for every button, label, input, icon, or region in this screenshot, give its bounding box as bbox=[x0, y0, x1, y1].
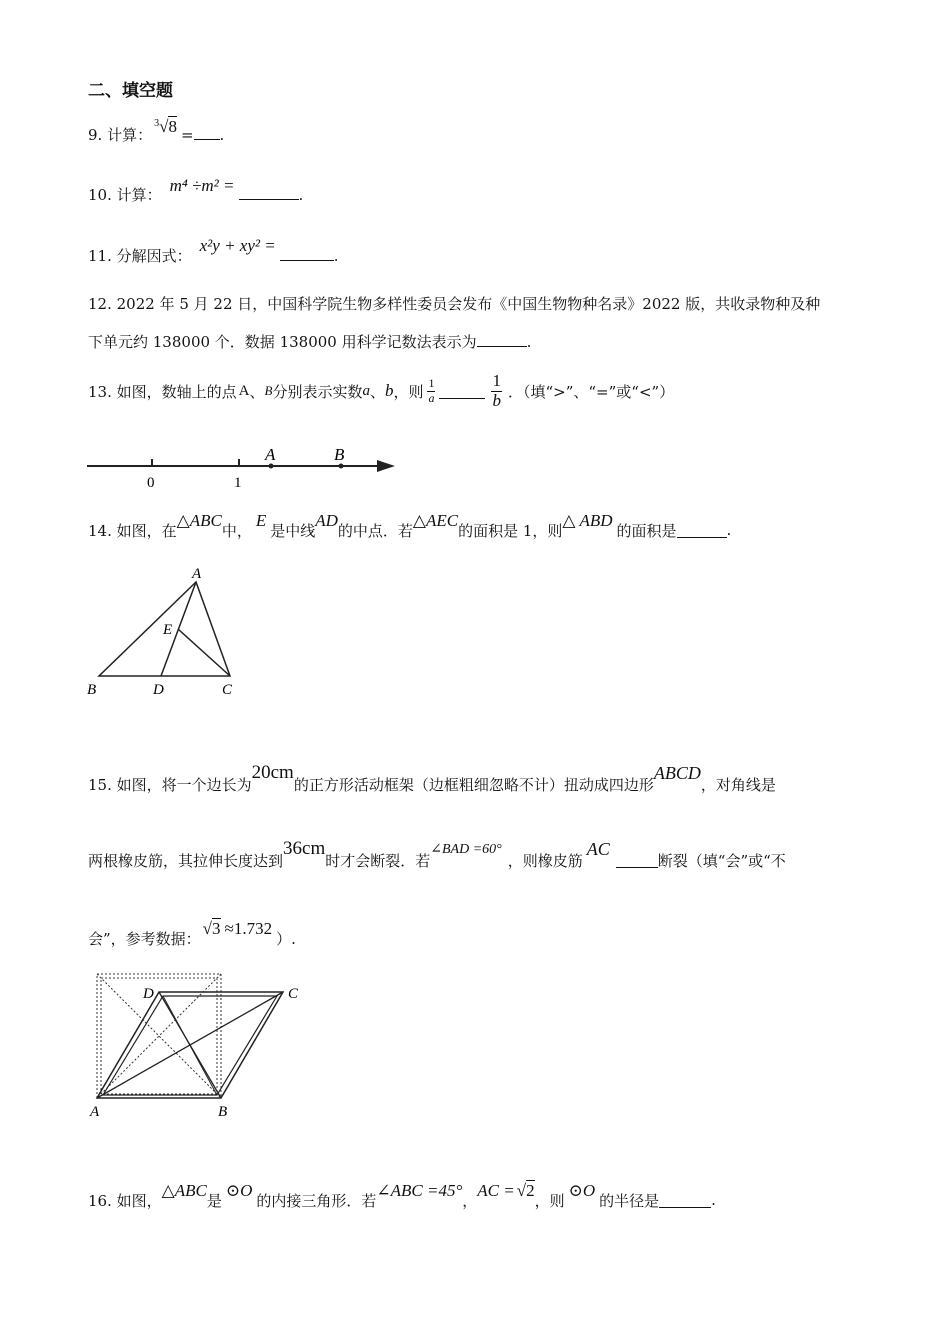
vertex-D: D bbox=[153, 682, 164, 698]
q13-blank bbox=[439, 384, 485, 399]
q9-blank bbox=[194, 125, 220, 140]
label-A: A bbox=[265, 445, 276, 464]
q16-blank bbox=[659, 1193, 711, 1208]
section-title: 二、填空题 bbox=[88, 81, 173, 101]
frac-1-over-a: $\frac{1}{a}$ bbox=[428, 376, 435, 405]
diagonal-BD-inner bbox=[163, 996, 217, 1095]
sqrt3: √3 bbox=[202, 919, 221, 938]
vertex-C: C bbox=[222, 682, 233, 698]
q10-blank bbox=[239, 185, 299, 200]
question-13: 13. 如图，数轴上的点 A 、 B 分别表示实数 a 、 b ，则 $\frac{1}{a}$ $\frac{1}{b}$ ．（填“>”、“=”或“<”） bbox=[88, 370, 675, 410]
question-14: 14. 如图，在 △ABC 中， E 是中线 AD 的中点．若 △AEC 的面积是 1，则 △ ABD 的面积是 . bbox=[88, 511, 732, 540]
question-11: 11. 分解因式：x²y + xy² =. bbox=[88, 236, 339, 265]
question-10: 10. 计算： m⁴ ÷m² = . bbox=[88, 176, 304, 204]
q14-blank bbox=[677, 523, 727, 538]
question-16: 16. 如图， △ABC 是 ⊙O 的内接三角形．若 ∠ABC =45° ， AC = √2 ，则 ⊙O 的半径是 . bbox=[88, 1181, 716, 1210]
vertex-B: B bbox=[218, 1104, 228, 1120]
q15-blank bbox=[616, 853, 658, 868]
vertex-D: D bbox=[143, 986, 154, 1002]
vertex-E: E bbox=[163, 622, 173, 638]
q11-expr: x²y + xy² = bbox=[199, 236, 276, 255]
vertex-A: A bbox=[192, 566, 202, 582]
q10-expr: m⁴ ÷m² = bbox=[169, 176, 235, 195]
question-12-line1: 12. 2022 年 5 月 22 日，中国科学院生物多样性委员会发布《中国生物物种名录》2022 版，共收录物种及种 bbox=[88, 295, 821, 313]
q12-blank bbox=[477, 332, 527, 347]
label-B: B bbox=[334, 445, 345, 464]
question-15-line2: 两根橡皮筋，其拉伸长度达到 36cm 时才会断裂．若 ∠BAD =60° ，则橡皮筋 AC 断裂（填“会”或“不 bbox=[88, 838, 786, 870]
frac-1-over-b: $\frac{1}{b}$ bbox=[492, 370, 501, 410]
vertex-A: A bbox=[90, 1104, 100, 1120]
q11-blank bbox=[280, 246, 334, 261]
point-B bbox=[339, 464, 344, 469]
point-A bbox=[269, 464, 274, 469]
triangle-figure-14 bbox=[85, 562, 245, 702]
question-15-line1: 15. 如图，将一个边长为 20cm 的正方形活动框架（边框粗细忽略不计）扭动成四边形 ABCD ，对角线是 bbox=[88, 762, 776, 794]
question-15-line3: 会”，参考数据： √3 ≈1.732 ）. bbox=[88, 919, 296, 948]
q9-label: 9. 计算： bbox=[88, 126, 153, 144]
vertex-C: C bbox=[288, 986, 299, 1002]
arrow-head bbox=[377, 460, 395, 472]
vertex-B: B bbox=[87, 682, 97, 698]
label-0: 0 bbox=[147, 475, 155, 491]
number-line-figure bbox=[85, 442, 405, 492]
q9-cube-root: $^3$√8 bbox=[154, 117, 177, 136]
label-1: 1 bbox=[234, 475, 242, 491]
question-12-line2: 下单元约 138000 个．数据 138000 用科学记数法表示为 . bbox=[88, 333, 532, 351]
rhombus-figure-15 bbox=[85, 968, 325, 1123]
question-9: 9. 计算：$^3$√8 = . bbox=[88, 117, 225, 144]
sqrt2: √2 bbox=[516, 1181, 535, 1200]
